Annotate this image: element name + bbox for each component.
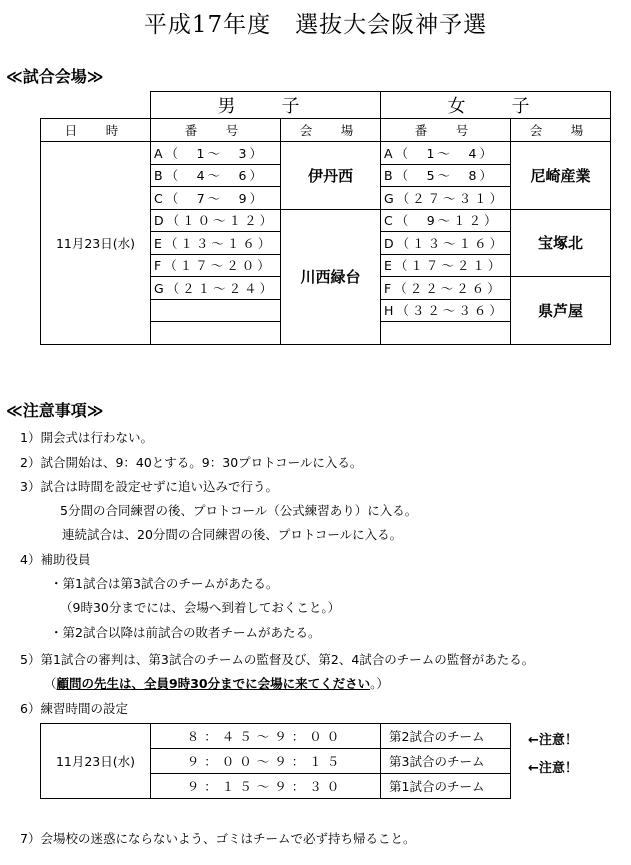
girls-group: F（２２〜２６） — [381, 277, 511, 300]
girls-venue: 県芦屋 — [511, 277, 611, 345]
girls-header: 女 子 — [381, 92, 611, 119]
girls-group: D（１３〜１６） — [381, 232, 511, 255]
note-4b: （9時30分までには、会場へ到着しておくこと。） — [60, 600, 341, 615]
blank-cell — [41, 92, 151, 119]
venues-heading: ≪試合会場≫ — [6, 67, 104, 86]
col-date: 日 時 — [41, 119, 151, 142]
girls-group: H（３２〜３６） — [381, 299, 511, 322]
girls-group: E（１７〜２１） — [381, 254, 511, 277]
practice-team: 第3試合のチーム — [381, 749, 511, 774]
practice-time: ８：４５〜９：００ — [151, 724, 381, 749]
practice-team: 第2試合のチーム — [381, 724, 511, 749]
practice-time: ９：００〜９：１５ — [151, 749, 381, 774]
note-4: 4）補助役員 — [20, 552, 91, 567]
boys-group — [151, 322, 281, 345]
boys-group: E（１３〜１６） — [151, 232, 281, 255]
page-title: 平成17年度 選抜大会阪神予選 — [143, 12, 488, 38]
boys-venue: 川西緑台 — [281, 209, 381, 344]
note-5a — [44, 674, 389, 692]
boys-venue: 伊丹西 — [281, 142, 381, 210]
note-7: 7）会場校の迷惑にならないよう、ゴミはチームで必ず持ち帰ること。 — [20, 831, 416, 846]
girls-group: G（２７〜３１） — [381, 187, 511, 210]
boys-group: C（ 7〜 9） — [151, 187, 281, 210]
note-5a-close: 。） — [370, 676, 389, 691]
practice-date: 11月23日(水) — [41, 724, 151, 799]
match-date: 11月23日(水) — [41, 142, 151, 345]
notes-heading: ≪注意事項≫ — [6, 401, 104, 420]
col-girls-number: 番 号 — [381, 119, 511, 142]
note-3a: 5分間の合同練習の後、プロトコール（公式練習あり）に入る。 — [60, 503, 418, 518]
note-3: 3）試合は時間を設定せずに追い込みで行う。 — [20, 479, 278, 494]
note-3b: 連続試合は、20分間の合同練習の後、プロトコールに入る。 — [62, 527, 403, 542]
boys-group: G（２１〜２４） — [151, 277, 281, 300]
note-5a-open: （ — [44, 676, 57, 691]
note-6: 6）練習時間の設定 — [20, 701, 128, 716]
note-2: 2）試合開始は、9：40とする。9：30プロトコールに入る。 — [20, 455, 363, 470]
note-5a-emphasis: 顧問の先生は、全員9時30分までに会場に来てください — [56, 676, 371, 691]
girls-group: C（ 9〜１２） — [381, 209, 511, 232]
col-boys-number: 番 号 — [151, 119, 281, 142]
venue-table — [40, 91, 611, 345]
note-4a: ・第1試合は第3試合のチームがあたる。 — [50, 576, 279, 591]
girls-group: A（ 1〜 4） — [381, 142, 511, 165]
caution-label: ←注意！ — [528, 761, 578, 776]
practice-team: 第1試合のチーム — [381, 774, 511, 799]
boys-group: D（１０〜１２） — [151, 209, 281, 232]
note-5: 5）第1試合の審判は、第3試合のチームの監督及び、第2、4試合のチームの監督があたる。 — [20, 652, 535, 667]
boys-header: 男 子 — [151, 92, 381, 119]
boys-group: F（１７〜２０） — [151, 254, 281, 277]
girls-group: B（ 5〜 8） — [381, 164, 511, 187]
col-boys-venue: 会 場 — [281, 119, 381, 142]
caution-label: ←注意！ — [528, 733, 578, 748]
practice-time: ９：１５〜９：３０ — [151, 774, 381, 799]
girls-group — [381, 322, 511, 345]
girls-venue: 尼崎産業 — [511, 142, 611, 210]
practice-table — [40, 723, 511, 799]
boys-group — [151, 299, 281, 322]
girls-venue: 宝塚北 — [511, 209, 611, 277]
boys-group: B（ 4〜 6） — [151, 164, 281, 187]
col-girls-venue: 会 場 — [511, 119, 611, 142]
boys-group: A（ 1〜 3） — [151, 142, 281, 165]
note-1: 1）開会式は行わない。 — [20, 430, 153, 445]
note-4c: ・第2試合以降は前試合の敗者チームがあたる。 — [50, 625, 321, 640]
